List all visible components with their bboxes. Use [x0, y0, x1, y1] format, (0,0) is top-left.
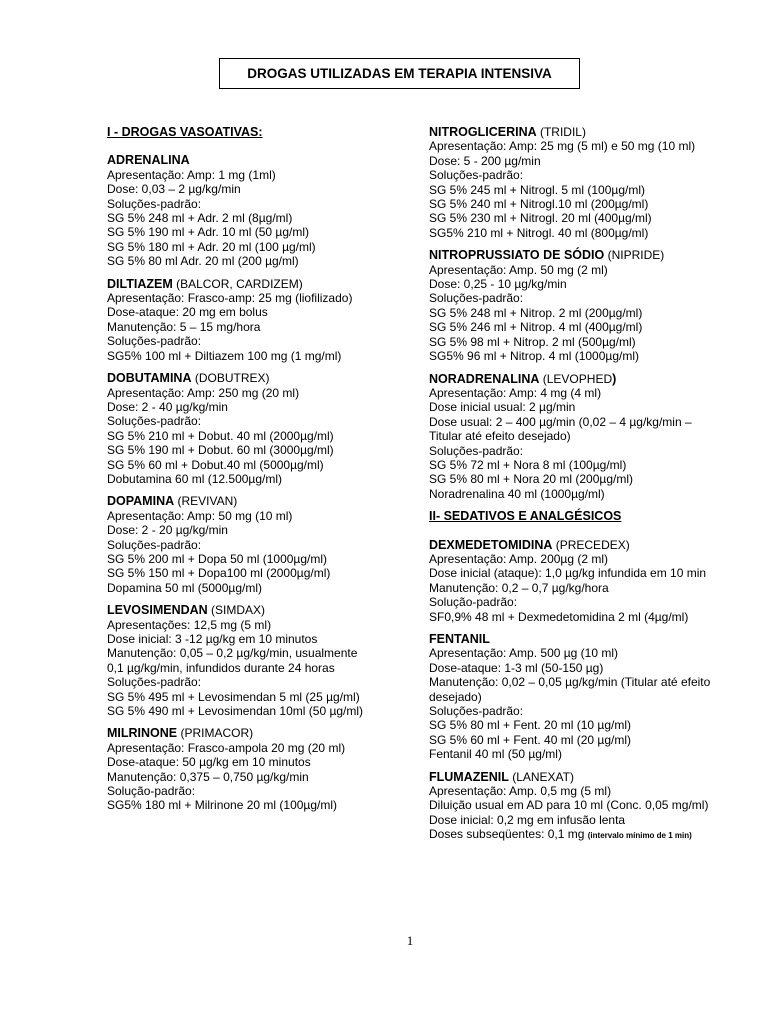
drug-detail-line: Soluções-padrão:: [429, 168, 524, 183]
drug-name: DEXMEDETOMIDINA: [429, 537, 553, 552]
drug-detail-line: SG 5% 240 ml + Nitrogl.10 ml (200µg/ml): [429, 197, 649, 212]
drug-detail-line: SG 5% 210 ml + Dobut. 40 ml (2000µg/ml): [107, 428, 334, 443]
drug-detail-line: Dose: 2 - 20 µg/kg/min: [107, 523, 228, 538]
drug-detail-line: SG 5% 230 ml + Nitrogl. 20 ml (400µg/ml): [429, 211, 652, 226]
drug-entry: [429, 538, 729, 624]
drug-detail-line: Dose usual: 2 – 400 µg/min (0,02 – 4 µg/kg/min –: [429, 414, 692, 429]
drug-detail-line: Soluções-padrão:: [429, 443, 524, 458]
right-column: [429, 125, 729, 852]
drug-entry: [429, 248, 729, 363]
drug-detail-line: Apresentação: Frasco-ampola 20 mg (20 ml): [107, 740, 346, 755]
drug-detail-line: SG 5% 246 ml + Nitrop. 4 ml (400µg/ml): [429, 320, 643, 335]
drug-heading: [107, 494, 407, 508]
drug-detail-line: Soluções-padrão:: [107, 537, 202, 552]
drug-detail-line: SG 5% 490 ml + Levosimendan 10ml (50 µg/ml): [107, 704, 364, 719]
drug-detail-line: Apresentação: Amp: 4 mg (4 ml): [429, 385, 602, 400]
drug-detail-line: Apresentação: Amp. 50 mg (2 ml): [429, 262, 608, 277]
drug-detail-line: SG 5% 72 ml + Nora 8 ml (100µg/ml): [429, 457, 627, 472]
drug-brand: (LEVOPHED: [539, 371, 613, 386]
drug-detail-line: Apresentação: Amp. 200µg (2 ml): [429, 551, 609, 566]
drug-detail-note: (intervalo mínimo de 1 min): [587, 831, 692, 841]
drug-brand: (NIPRIDE): [604, 248, 665, 263]
document-title: [219, 58, 580, 89]
drug-detail-line: Dopamina 50 ml (5000µg/ml): [107, 580, 262, 595]
drug-entry: [429, 125, 729, 240]
left-column: [107, 125, 407, 821]
drug-brand: (PRECEDEX): [552, 537, 630, 552]
drug-heading: [107, 371, 407, 385]
drug-heading: [107, 726, 407, 740]
right-drug-list-sedatives: [429, 538, 729, 844]
drug-detail-line: SG 5% 98 ml + Nitrop. 2 ml (500µg/ml): [429, 334, 636, 349]
drug-detail-line: SG 5% 180 ml + Adr. 20 ml (100 µg/ml): [107, 239, 316, 254]
drug-name: NITROGLICERINA: [429, 125, 537, 139]
drug-name: NITROPRUSSIATO DE SÓDIO: [429, 248, 605, 263]
drug-entry: [107, 153, 407, 268]
drug-detail-line: Dose inicial usual: 2 µg/min: [429, 400, 576, 415]
drug-detail-line: Soluções-padrão:: [429, 704, 524, 719]
drug-detail-line: SG5% 210 ml + Nitrogl. 40 ml (800µg/ml): [429, 225, 649, 240]
drug-heading: [429, 372, 729, 386]
drug-heading: [429, 632, 729, 646]
drug-detail-line: Titular até efeito desejado): [429, 429, 571, 444]
drug-detail-line: SG 5% 200 ml + Dopa 50 ml (1000µg/ml): [107, 551, 328, 566]
drug-detail-line: SG 5% 248 ml + Adr. 2 ml (8µg/ml): [107, 211, 293, 226]
drug-detail-line: SG 5% 60 ml + Dobut.40 ml (5000µg/ml): [107, 457, 324, 472]
title-text: DROGAS UTILIZADAS EM TERAPIA INTENSIVA: [247, 66, 552, 81]
drug-heading: [107, 277, 407, 291]
drug-name: DILTIAZEM: [107, 276, 173, 291]
drug-detail-line: Dose inicial: 3 -12 µg/kg em 10 minutos: [107, 632, 318, 646]
section-heading-vasoactive: I - DROGAS VASOATIVAS:: [107, 125, 263, 139]
drug-heading: [429, 538, 729, 552]
drug-detail-line: [429, 827, 729, 843]
drug-detail-line: SG 5% 245 ml + Nitrogl. 5 ml (100µg/ml): [429, 182, 645, 197]
drug-detail-line: SG5% 96 ml + Nitrop. 4 ml (1000µg/ml): [429, 349, 639, 364]
drug-detail-line: SG 5% 80 ml Adr. 20 ml (200 µg/ml): [107, 254, 299, 269]
drug-heading: [429, 248, 729, 262]
drug-detail-line: SG 5% 495 ml + Levosimendan 5 ml (25 µg/ml): [107, 689, 360, 704]
drug-entry: [107, 726, 407, 812]
drug-detail-line: Dose: 0,25 - 10 µg/kg/min: [429, 277, 567, 292]
drug-detail-line: Apresentação: Amp: 1 mg (1ml): [107, 167, 276, 182]
drug-entry: [107, 603, 407, 718]
drug-detail-line: Dose-ataque: 20 mg em bolus: [107, 305, 268, 320]
drug-detail-line: SG 5% 60 ml + Fent. 40 ml (20 µg/ml): [429, 732, 631, 747]
drug-detail-line: SG 5% 190 ml + Adr. 10 ml (50 µg/ml): [107, 225, 309, 240]
drug-detail-line: Dose inicial: 0,2 mg em infusão lenta: [429, 812, 626, 827]
section-heading-sedatives: II- SEDATIVOS E ANALGÉSICOS: [429, 509, 622, 524]
drug-brand: (BALCOR, CARDIZEM): [172, 276, 303, 291]
drug-detail-line: SG 5% 150 ml + Dopa100 ml (2000µg/ml): [107, 566, 331, 581]
drug-name: FENTANIL: [429, 632, 490, 646]
drug-entry: [107, 277, 407, 363]
drug-name: FLUMAZENIL: [429, 769, 509, 784]
drug-heading: [429, 125, 729, 139]
drug-detail-line: Manutenção: 0,375 – 0,750 µg/kg/min: [107, 769, 309, 784]
drug-detail-line: Soluções-padrão:: [107, 414, 202, 429]
drug-brand-close: ): [612, 371, 617, 386]
drug-detail-line: SG 5% 248 ml + Nitrop. 2 ml (200µg/ml): [429, 305, 643, 320]
drug-detail-line: Diluição usual em AD para 10 ml (Conc. 0,05 mg/ml): [429, 798, 709, 813]
drug-detail-line: Fentanil 40 ml (50 µg/ml): [429, 747, 562, 762]
drug-brand: (SIMDAX): [207, 603, 266, 618]
drug-name: DOPAMINA: [107, 494, 175, 509]
drug-brand: (LANEXAT): [508, 769, 574, 784]
drug-detail-line: Soluções-padrão:: [107, 334, 202, 349]
drug-name: LEVOSIMENDAN: [107, 603, 208, 618]
drug-detail-line: Apresentação: Amp. 500 µg (10 ml): [429, 646, 619, 661]
drug-detail-line: Apresentação: Amp: 25 mg (5 ml) e 50 mg (10 ml): [429, 139, 696, 154]
drug-entry: [107, 494, 407, 595]
drug-entry: [429, 770, 729, 844]
drug-detail-line: SG 5% 80 ml + Nora 20 ml (200µg/ml): [429, 472, 633, 487]
drug-detail-line: Manutenção: 5 – 15 mg/hora: [107, 319, 261, 334]
drug-detail-line: Solução-padrão:: [107, 784, 196, 799]
drug-brand: (REVIVAN): [174, 494, 238, 509]
left-drug-list: [107, 153, 407, 812]
drug-detail-line: Noradrenalina 40 ml (1000µg/ml): [429, 486, 605, 501]
drug-detail-line: Manutenção: 0,05 – 0,2 µg/kg/min, usualmente: [107, 646, 358, 661]
drug-entry: [429, 372, 729, 502]
drug-name: MILRINONE: [107, 726, 178, 741]
drug-detail-line: Soluções-padrão:: [107, 196, 202, 211]
drug-detail-line: 0,1 µg/kg/min, infundidos durante 24 horas: [107, 660, 335, 675]
drug-detail-line: Dose: 0,03 – 2 µg/kg/min: [107, 182, 241, 197]
drug-detail-line: Dose: 5 - 200 µg/min: [429, 153, 541, 168]
drug-detail-text: Doses subseqüentes: 0,1 mg: [429, 827, 588, 842]
drug-detail-line: Soluções-padrão:: [429, 291, 524, 306]
drug-name: ADRENALINA: [107, 153, 190, 168]
drug-detail-line: Apresentações: 12,5 mg (5 ml): [107, 617, 272, 632]
drug-detail-line: SG 5% 190 ml + Dobut. 60 ml (3000µg/ml): [107, 443, 334, 458]
drug-detail-line: desejado): [429, 689, 482, 704]
page-number: 1: [406, 933, 414, 948]
drug-detail-line: Solução-padrão:: [429, 595, 518, 610]
drug-heading: [107, 603, 407, 617]
drug-brand: (DOBUTREX): [191, 371, 270, 386]
drug-detail-line: Manutenção: 0,02 – 0,05 µg/kg/min (Titular até efeito: [429, 675, 711, 690]
drug-name: NORADRENALINA: [429, 371, 540, 386]
drug-heading: [107, 153, 407, 167]
drug-detail-line: Dose-ataque: 50 µg/kg em 10 minutos: [107, 755, 311, 770]
drug-detail-line: Dose-ataque: 1-3 ml (50-150 µg): [429, 660, 604, 675]
drug-detail-line: SF0,9% 48 ml + Dexmedetomidina 2 ml (4µg/ml): [429, 609, 689, 624]
drug-detail-line: Soluções-padrão:: [107, 675, 202, 690]
drug-entry: [429, 632, 729, 762]
drug-detail-line: Dose: 2 - 40 µg/kg/min: [107, 399, 228, 414]
drug-detail-line: Dose inicial (ataque): 1,0 µg/kg infundida em 10 min: [429, 566, 707, 581]
drug-entry: [107, 371, 407, 486]
drug-detail-line: Manutenção: 0,2 – 0,7 µg/kg/hora: [429, 580, 609, 595]
drug-name: DOBUTAMINA: [107, 371, 192, 386]
drug-detail-line: Apresentação: Frasco-amp: 25 mg (liofilizado): [107, 291, 353, 306]
drug-detail-line: SG 5% 80 ml + Fent. 20 ml (10 µg/ml): [429, 718, 631, 733]
drug-detail-line: SG5% 100 ml + Diltiazem 100 mg (1 mg/ml): [107, 348, 342, 363]
drug-heading: [429, 770, 729, 784]
drug-brand: (PRIMACOR): [177, 726, 254, 741]
drug-detail-line: Apresentação: Amp: 50 mg (10 ml): [107, 508, 293, 523]
right-drug-list-vasoactive: [429, 125, 729, 501]
drug-detail-line: Apresentação: Amp: 250 mg (20 ml): [107, 385, 300, 400]
drug-detail-line: SG5% 180 ml + Milrinone 20 ml (100µg/ml): [107, 798, 338, 813]
drug-brand: (TRIDIL): [536, 125, 586, 139]
drug-detail-line: Apresentação: Amp. 0,5 mg (5 ml): [429, 784, 612, 799]
drug-detail-line: Dobutamina 60 ml (12.500µg/ml): [107, 471, 282, 486]
